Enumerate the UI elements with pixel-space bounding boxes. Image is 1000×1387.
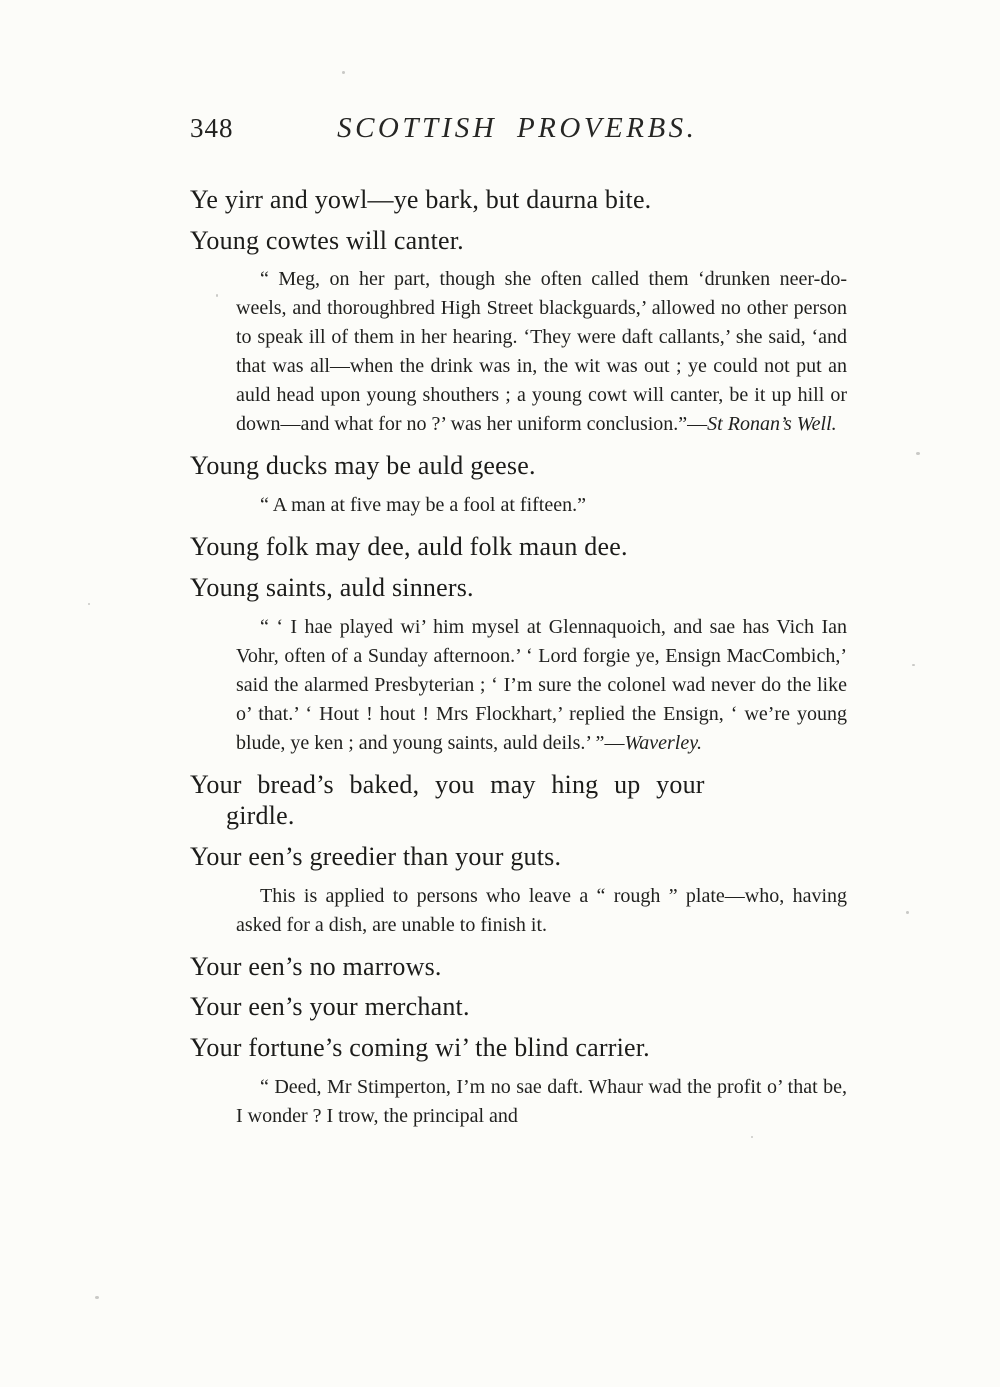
- proverb-heading: Young ducks may be auld geese.: [190, 451, 536, 481]
- proverb-heading: Your een’s greedier than your guts.: [190, 842, 562, 872]
- scan-speck: [95, 1296, 99, 1299]
- scan-speck: [216, 294, 218, 297]
- proverb-heading: Young cowtes will canter.: [190, 225, 464, 255]
- page-content: [190, 145, 847, 1131]
- quotation-block: [236, 265, 847, 439]
- quotation-block: “ A man at five may be a fool at fifteen.”: [260, 494, 586, 517]
- proverb-heading: Young saints, auld sinners.: [190, 572, 474, 602]
- scan-speck: [88, 603, 90, 605]
- scan-speck: [912, 664, 915, 666]
- quotation-block: [236, 613, 847, 758]
- scan-speck: [906, 911, 909, 914]
- proverb-line: Your bread’s baked, you may hing up your: [190, 769, 705, 799]
- quotation-block: “ Deed, Mr Stimperton, I’m no sae daft. Whaur wad the profit o’ that be, I wonder ? I trow, the principal and: [236, 1075, 847, 1127]
- scan-speck: [916, 452, 920, 455]
- scan-speck: [751, 1136, 753, 1138]
- proverb-heading: Your een’s your merchant.: [190, 992, 470, 1022]
- proverb-heading: Young folk may dee, auld folk maun dee.: [190, 532, 628, 562]
- explanatory-note: This is applied to persons who leave a “ rough ” plate—who, having asked for a dish, are unable to finish it.: [236, 884, 847, 936]
- proverb-heading: [190, 769, 847, 832]
- proverb-heading: Your een’s no marrows.: [190, 951, 442, 981]
- quotation-text: “ ‘ I hae played wi’ him mysel at Glennaquoich, and sae has Vich Ian Vohr, often of a Sunday afternoon.’ ‘ Lord forgie ye, Ensign MacCombich,’ said the alarmed Presbyterian ; ‘ I’m sure the colonel wad never do the like o’ that.’ ‘ Hout ! hout ! Mrs Flockhart,’ replied the Ensign, ‘ we’re young blude, ye ken ; and young saints, auld deils.’ ”—: [236, 615, 847, 754]
- page-number: 348: [190, 113, 234, 143]
- quotation-text: “ Meg, on her part, though she often called them ‘drunken neer-do-weels, and thoroughbred High Street blackguards,’ allowed no other person to speak ill of them in her hearing. ‘They were daft callants,’ she said, ‘and that was all—when the drink was in, the wit was out ; ye could not put an auld head upon young shouthers ; a young cowt will canter, be it up hill or down—and what for no ?’ was her uniform conclusion.”—: [236, 268, 847, 436]
- proverb-heading: Your fortune’s coming wi’ the blind carrier.: [190, 1033, 650, 1063]
- proverb-heading: Ye yirr and yowl—ye bark, but daurna bite.: [190, 185, 652, 214]
- page-header: [190, 112, 847, 145]
- scan-speck: [342, 71, 345, 74]
- running-title: SCOTTISH PROVERBS.: [337, 112, 698, 144]
- source-citation: Waverley.: [624, 731, 703, 754]
- source-citation: St Ronan’s Well.: [707, 413, 837, 436]
- proverb-line: girdle.: [226, 801, 295, 831]
